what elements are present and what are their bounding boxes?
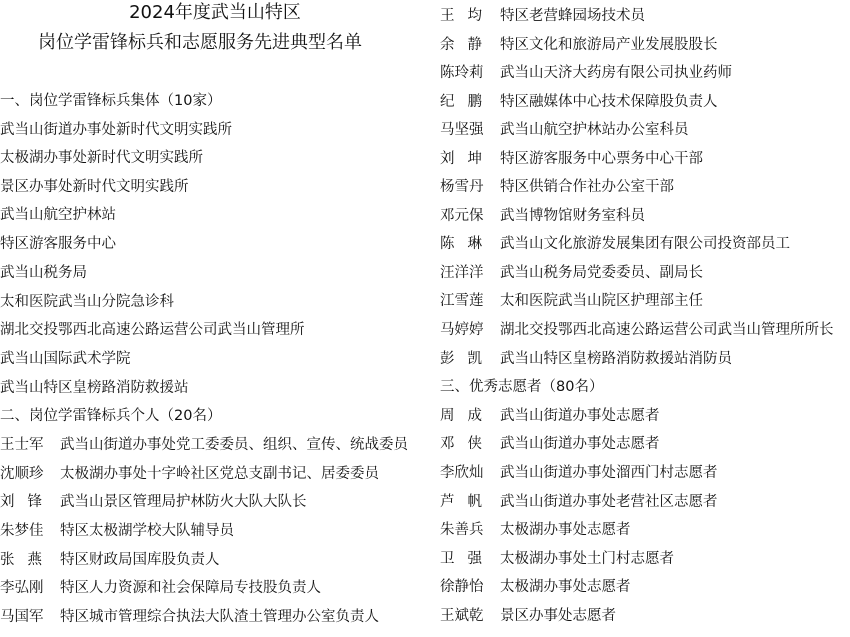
person-role: 武当山街道办事处溜西门村志愿者	[500, 465, 718, 481]
person-role: 特区游客服务中心票务中心干部	[500, 151, 703, 167]
person-name: 李欣灿	[440, 465, 484, 481]
person-name: 刘坤	[440, 151, 496, 167]
individual-entry	[0, 607, 379, 627]
individual-entry	[440, 6, 645, 26]
individual-entry	[0, 435, 408, 455]
collective-item: 景区办事处新时代文明实践所	[0, 179, 189, 195]
individual-entry	[440, 320, 834, 340]
volunteer-entry	[440, 492, 718, 512]
individual-entry	[440, 291, 703, 311]
collective-item: 太和医院武当山分院急诊科	[0, 294, 174, 310]
individual-entry	[440, 349, 732, 369]
volunteer-entry	[440, 549, 674, 569]
individual-entry	[440, 92, 718, 112]
individual-entry	[440, 234, 790, 254]
individual-entry	[440, 263, 703, 283]
person-role: 武当山税务局党委委员、副局长	[500, 265, 703, 281]
person-name: 周成	[440, 408, 496, 424]
individual-entry	[440, 35, 718, 55]
individual-entry	[440, 177, 674, 197]
person-role: 特区财政局国库股负责人	[60, 552, 220, 568]
person-role: 武当山街道办事处老营社区志愿者	[500, 494, 718, 510]
person-role: 武当博物馆财务室科员	[500, 208, 645, 224]
person-name: 马婷婷	[440, 322, 484, 338]
collective-item: 武当山街道办事处新时代文明实践所	[0, 122, 232, 138]
person-role: 太极湖办事处土门村志愿者	[500, 551, 674, 567]
individual-entry	[0, 550, 220, 570]
title-line-1: 2024年度武当山特区	[129, 2, 301, 23]
person-role: 景区办事处志愿者	[500, 608, 616, 624]
person-role: 特区老营蜂园场技术员	[500, 8, 645, 24]
individual-entry	[440, 63, 732, 83]
person-role: 武当山街道办事处志愿者	[500, 408, 660, 424]
section2-heading: 二、岗位学雷锋标兵个人（20名）	[0, 408, 222, 424]
volunteer-entry	[440, 606, 616, 626]
individual-entry	[440, 120, 689, 140]
person-name: 王士军	[0, 437, 44, 453]
person-name: 王斌乾	[440, 608, 484, 624]
collective-item: 湖北交投鄂西北高速公路运营公司武当山管理所	[0, 322, 305, 338]
section1-heading: 一、岗位学雷锋标兵集体（10家）	[0, 93, 222, 109]
person-name: 徐静怡	[440, 579, 484, 595]
person-name: 陈琳	[440, 236, 496, 252]
collective-item: 武当山税务局	[0, 265, 87, 281]
person-name: 陈玲莉	[440, 65, 484, 81]
person-role: 特区城市管理综合执法大队渣土管理办公室负责人	[60, 609, 379, 625]
person-role: 武当山航空护林站办公室科员	[500, 122, 689, 138]
individual-entry	[0, 492, 307, 512]
individual-entry	[0, 521, 234, 541]
collective-item: 武当山特区皇榜路消防救援站	[0, 380, 189, 396]
title-line-2: 岗位学雷锋标兵和志愿服务先进典型名单	[38, 32, 362, 53]
person-name: 张燕	[0, 552, 56, 568]
person-role: 武当山街道办事处志愿者	[500, 436, 660, 452]
person-name: 刘锋	[0, 494, 56, 510]
person-role: 武当山文化旅游发展集团有限公司投资部员工	[500, 236, 790, 252]
person-role: 特区供销合作社办公室干部	[500, 179, 674, 195]
collective-item: 武当山航空护林站	[0, 207, 116, 223]
person-role: 武当山天济大药房有限公司执业药师	[500, 65, 732, 81]
person-name: 彭凯	[440, 351, 496, 367]
person-role: 特区太极湖学校大队辅导员	[60, 523, 234, 539]
person-role: 湖北交投鄂西北高速公路运营公司武当山管理所所长	[500, 322, 834, 338]
person-name: 余静	[440, 37, 496, 53]
person-name: 邓元保	[440, 208, 484, 224]
person-role: 太极湖办事处志愿者	[500, 579, 631, 595]
person-name: 马坚强	[440, 122, 484, 138]
volunteer-entry	[440, 520, 631, 540]
collective-item: 太极湖办事处新时代文明实践所	[0, 150, 203, 166]
collective-item: 特区游客服务中心	[0, 236, 116, 252]
section3-heading: 三、优秀志愿者（80名）	[440, 379, 604, 395]
person-name: 李弘刚	[0, 580, 44, 596]
person-role: 武当山景区管理局护林防火大队大队长	[60, 494, 307, 510]
individual-entry	[440, 206, 645, 226]
person-name: 马国军	[0, 609, 44, 625]
person-name: 朱梦佳	[0, 523, 44, 539]
person-role: 特区文化和旅游局产业发展股股长	[500, 37, 718, 53]
person-role: 武当山街道办事处党工委委员、组织、宣传、统战委员	[60, 437, 408, 453]
person-name: 杨雪丹	[440, 179, 484, 195]
person-name: 朱善兵	[440, 522, 484, 538]
person-name: 汪洋洋	[440, 265, 484, 281]
person-name: 纪鹏	[440, 94, 496, 110]
individual-entry	[0, 578, 321, 598]
person-role: 太极湖办事处志愿者	[500, 522, 631, 538]
person-name: 沈顺珍	[0, 466, 44, 482]
collective-item: 武当山国际武术学院	[0, 351, 131, 367]
person-name: 王均	[440, 8, 496, 24]
person-role: 太极湖办事处十字岭社区党总支副书记、居委委员	[60, 466, 379, 482]
person-role: 太和医院武当山院区护理部主任	[500, 293, 703, 309]
person-role: 武当山特区皇榜路消防救援站消防员	[500, 351, 732, 367]
individual-entry	[0, 464, 379, 484]
volunteer-entry	[440, 434, 660, 454]
volunteer-entry	[440, 463, 718, 483]
person-name: 江雪莲	[440, 293, 484, 309]
person-name: 邓侠	[440, 436, 496, 452]
volunteer-entry	[440, 406, 660, 426]
volunteer-entry	[440, 577, 631, 597]
individual-entry	[440, 149, 703, 169]
person-role: 特区人力资源和社会保障局专技股负责人	[60, 580, 321, 596]
person-name: 芦帆	[440, 494, 496, 510]
person-role: 特区融媒体中心技术保障股负责人	[500, 94, 718, 110]
person-name: 卫强	[440, 551, 496, 567]
